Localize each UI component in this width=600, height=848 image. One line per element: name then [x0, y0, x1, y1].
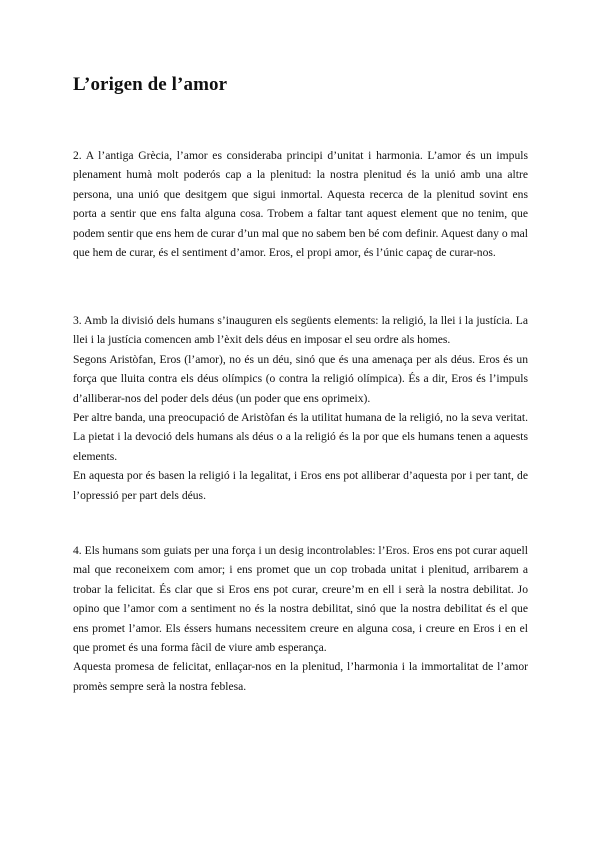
section-3-paragraph-4: En aquesta por és basen la religió i la legalitat, i Eros ens pot alliberar d’aquesta por i per tant, de l’opressió per part dels déus. [73, 469, 528, 502]
section-2 [73, 146, 528, 262]
page-title: L’origen de l’amor [73, 74, 228, 95]
section-4 [73, 541, 528, 696]
section-4-paragraph-2: Aquesta promesa de felicitat, enllaçar-nos en la plenitud, l’harmonia i la immortalitat de l’amor promès sempre serà la nostra feblesa. [73, 660, 528, 693]
section-3 [73, 311, 528, 505]
section-4-paragraph-1: 4. Els humans som guiats per una força i un desig incontrolables: l’Eros. Eros ens pot curar aquell mal que reconeixem com amor; i ens promet que un cop trobada unitat i plenitud, arribarem a trobar la felicitat. És clar que si Eros ens pot curar, creure’m en ell i serà la nostra debilitat. Jo opino que l’amor com a sentiment no és la nostra debilitat, sinó que la nostra debilitat és el que ens promet l’amor. Els éssers humans necessitem creure en alguna cosa, i creure en Eros i en el que promet és una forma fàcil de viure amb esperança. [73, 544, 528, 655]
section-3-paragraph-2: Segons Aristòfan, Eros (l’amor), no és un déu, sinó que és una amenaça per als déus. Eros és un força que lluita contra els déus olímpics (o contra la religió olímpica). És a dir, Eros és l’impuls d’alliberar-nos del poder dels déus (un poder que ens oprimeix). [73, 352, 528, 405]
section-2-paragraph-1: 2. A l’antiga Grècia, l’amor es consideraba principi d’unitat i harmonia. L’amor és un impuls plenament humà molt poderós cap a la plenitud: la nostra plenitud és la unió amb una altre persona, una unió que desitgem que sigui inmortal. Aquesta recerca de la plenitud sovint ens porta a sentir que ens falta alguna cosa. Trobem a faltar tant aquest element que no tenim, que podem sentir que ens hem de curar d’un mal que no sabem ben bé com definir. Aquest dany o mal que hem de curar, és el sentiment d’amor. Eros, el propi amor, és l’únic capaç de curar-nos. [73, 149, 528, 260]
section-3-paragraph-3: Per altre banda, una preocupació de Aristòfan és la utilitat humana de la religió, no la seva veritat. La pietat i la devoció dels humans als déus o a la religió és la por que els humans tenen a aquests elements. [73, 411, 528, 463]
section-3-paragraph-1: 3. Amb la divisió dels humans s’inauguren els següents elements: la religió, la llei i la justícia. La llei i la justícia comencen amb l’èxit dels déus en imposar el seu ordre als homes. [73, 314, 528, 347]
